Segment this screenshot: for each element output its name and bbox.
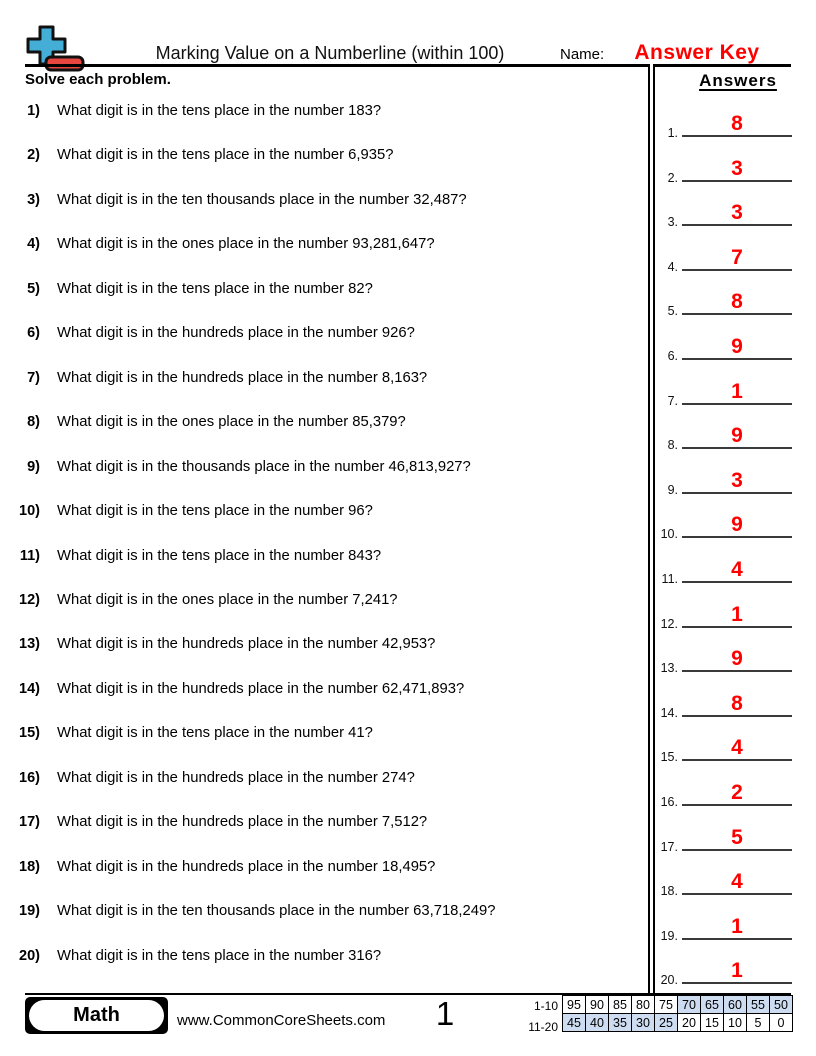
answer-row <box>648 421 794 453</box>
score-cell: 90 <box>586 996 609 1014</box>
answer-line <box>682 269 792 271</box>
answer-row <box>648 466 794 497</box>
question-row <box>0 236 648 256</box>
answer-number: 15. <box>660 750 678 765</box>
answer-value: 9 <box>731 513 743 537</box>
answer-row <box>648 867 794 899</box>
header-rule <box>25 64 791 67</box>
answer-number: 14. <box>660 705 678 720</box>
answer-row <box>648 332 794 363</box>
answers-title: Answers <box>699 71 777 90</box>
answer-line <box>682 938 792 940</box>
question-text: What digit is in the ones place in the number 85,379? <box>57 414 406 431</box>
question-text: What digit is in the tens place in the number 96? <box>57 503 373 520</box>
question-number: 11) <box>19 547 40 564</box>
score-cell: 35 <box>609 1014 632 1032</box>
question-number: 6) <box>27 325 40 342</box>
page-title: Marking Value on a Numberline (within 100) <box>155 43 505 63</box>
score-cell: 15 <box>701 1014 724 1032</box>
answer-number: 4. <box>667 259 678 274</box>
question-text: What digit is in the hundreds place in the number 274? <box>57 769 415 786</box>
score-cell: 65 <box>701 996 724 1014</box>
answer-line <box>682 224 792 226</box>
question-row <box>0 814 648 834</box>
question-number: 10) <box>19 503 40 520</box>
website-url: www.CommonCoreSheets.com <box>177 1012 386 1029</box>
answer-value: 8 <box>731 112 743 135</box>
question-number: 9) <box>27 458 40 475</box>
answer-row <box>648 912 794 943</box>
score-cell: 20 <box>678 1014 701 1032</box>
question-row <box>0 459 648 479</box>
question-text: What digit is in the tens place in the number 82? <box>57 280 373 297</box>
score-cell: 70 <box>678 996 701 1014</box>
answer-value: 7 <box>731 245 743 269</box>
answer-line <box>682 982 792 984</box>
answer-row <box>648 956 794 988</box>
question-text: What digit is in the hundreds place in the number 18,495? <box>57 858 436 875</box>
answer-number: 19. <box>660 928 678 943</box>
question-row <box>0 636 648 656</box>
question-number: 17) <box>19 814 40 831</box>
answer-number: 10. <box>660 527 678 542</box>
question-number: 20) <box>19 947 40 964</box>
question-number: 5) <box>27 280 40 297</box>
answer-line <box>682 536 792 538</box>
answer-number: 16. <box>660 795 678 809</box>
answer-number: 9. <box>667 482 678 497</box>
question-row <box>0 770 648 790</box>
answer-row <box>648 510 794 542</box>
question-row <box>0 725 648 745</box>
answer-number: 3. <box>667 215 678 230</box>
question-number: 2) <box>27 147 40 164</box>
answer-row <box>648 109 794 140</box>
answer-line <box>682 759 792 761</box>
question-text: What digit is in the ten thousands place in the number 63,718,249? <box>57 903 496 920</box>
answer-value: 8 <box>731 691 743 715</box>
score-cell: 80 <box>632 996 655 1014</box>
question-row <box>0 503 648 523</box>
score-cell: 0 <box>770 1014 793 1032</box>
answer-line <box>682 715 792 717</box>
answer-value: 4 <box>731 558 743 581</box>
page-number: 1 <box>435 995 455 1032</box>
answer-line <box>682 581 792 583</box>
answer-value: 1 <box>731 379 743 403</box>
question-row <box>0 192 648 212</box>
question-number: 16) <box>19 769 40 786</box>
score-cell: 10 <box>724 1014 747 1032</box>
answer-row <box>648 198 794 230</box>
answer-row <box>648 689 794 720</box>
question-row <box>0 548 648 568</box>
score-cell: 95 <box>563 996 586 1014</box>
answer-line <box>682 447 792 449</box>
name-label: Name: <box>560 46 605 63</box>
answer-value: 9 <box>731 424 743 448</box>
answer-number: 13. <box>660 661 678 676</box>
score-cell: 60 <box>724 996 747 1014</box>
answer-row <box>648 644 794 676</box>
question-text: What digit is in the hundreds place in the number 42,953? <box>57 636 436 653</box>
question-number: 4) <box>27 236 40 253</box>
score-cell: 50 <box>770 996 793 1014</box>
question-row <box>0 103 648 123</box>
score-cell: 85 <box>609 996 632 1014</box>
answer-line <box>682 135 792 137</box>
question-row <box>0 592 648 612</box>
answer-line <box>682 670 792 672</box>
answer-line <box>682 358 792 360</box>
answer-number: 6. <box>667 349 678 363</box>
question-row <box>0 281 648 301</box>
question-row <box>0 859 648 879</box>
question-text: What digit is in the tens place in the number 316? <box>57 947 382 964</box>
answer-number: 17. <box>660 839 678 854</box>
answer-line <box>682 403 792 405</box>
answer-number: 5. <box>667 304 678 319</box>
subject-badge <box>25 997 168 1034</box>
answer-value: 3 <box>731 468 743 492</box>
answer-line <box>682 804 792 806</box>
question-text: What digit is in the hundreds place in the number 8,163? <box>57 369 428 386</box>
answer-value: 4 <box>731 736 743 760</box>
score-cell: 5 <box>747 1014 770 1032</box>
answer-number: 1. <box>667 126 678 140</box>
subject-label: Math <box>29 1000 164 1031</box>
answer-number: 8. <box>667 438 678 453</box>
answer-number: 20. <box>660 973 678 988</box>
answer-value: 2 <box>731 781 743 804</box>
score-cell: 55 <box>747 996 770 1014</box>
question-number: 13) <box>19 636 40 653</box>
question-row <box>0 948 648 968</box>
answer-row <box>648 733 794 765</box>
answer-number: 12. <box>660 616 678 631</box>
question-number: 7) <box>27 369 40 386</box>
answer-row <box>648 778 794 809</box>
answer-line <box>682 849 792 851</box>
answer-key-label: Answer Key <box>634 41 760 64</box>
question-row <box>0 147 648 167</box>
question-text: What digit is in the hundreds place in the number 926? <box>57 325 415 342</box>
score-cell: 75 <box>655 996 678 1014</box>
question-text: What digit is in the ten thousands place in the number 32,487? <box>57 191 467 208</box>
answer-number: 18. <box>660 884 678 899</box>
question-text: What digit is in the thousands place in the number 46,813,927? <box>57 458 471 475</box>
question-number: 8) <box>27 414 40 431</box>
answer-line <box>682 626 792 628</box>
answer-value: 8 <box>731 290 743 314</box>
question-row <box>0 414 648 434</box>
score-cell: 40 <box>586 1014 609 1032</box>
score-row-1 <box>563 996 793 1014</box>
question-number: 18) <box>19 858 40 875</box>
answer-row <box>648 243 794 274</box>
score-table <box>562 995 793 1032</box>
question-text: What digit is in the tens place in the number 6,935? <box>57 147 394 164</box>
answer-line <box>682 180 792 182</box>
answer-row <box>648 377 794 408</box>
score-cell: 25 <box>655 1014 678 1032</box>
question-row <box>0 681 648 701</box>
answer-value: 9 <box>731 647 743 671</box>
score-range-label-1: 1-10 <box>533 999 558 1013</box>
answer-row <box>648 823 794 854</box>
score-cell: 45 <box>563 1014 586 1032</box>
question-text: What digit is in the ones place in the number 93,281,647? <box>57 236 435 253</box>
answer-value: 3 <box>731 201 743 225</box>
answer-row <box>648 555 794 586</box>
question-text: What digit is in the tens place in the number 41? <box>57 725 373 742</box>
question-text: What digit is in the hundreds place in the number 7,512? <box>57 814 428 831</box>
instructions-text: Solve each problem. <box>25 71 171 88</box>
answer-line <box>682 313 792 315</box>
question-text: What digit is in the tens place in the number 183? <box>57 103 382 119</box>
answer-number: 7. <box>667 393 678 408</box>
answer-value: 1 <box>731 602 743 626</box>
score-cell: 30 <box>632 1014 655 1032</box>
question-number: 19) <box>19 903 40 920</box>
score-row-2 <box>563 1014 793 1032</box>
answer-number: 2. <box>667 170 678 185</box>
question-text: What digit is in the tens place in the number 843? <box>57 547 382 564</box>
question-text: What digit is in the hundreds place in the number 62,471,893? <box>57 680 465 697</box>
answer-value: 5 <box>731 825 743 849</box>
question-number: 12) <box>19 591 40 608</box>
answer-value: 1 <box>731 914 743 938</box>
question-text: What digit is in the ones place in the number 7,241? <box>57 591 398 608</box>
answer-value: 3 <box>731 156 743 180</box>
answer-row <box>648 600 794 631</box>
question-row <box>0 370 648 390</box>
answer-line <box>682 492 792 494</box>
question-row <box>0 903 648 923</box>
answer-value: 1 <box>731 959 743 983</box>
answer-line <box>682 893 792 895</box>
answer-value: 9 <box>731 335 743 358</box>
question-number: 15) <box>19 725 40 742</box>
question-number: 3) <box>27 191 40 208</box>
question-row <box>0 325 648 345</box>
answer-value: 4 <box>731 870 743 894</box>
answer-row <box>648 154 794 185</box>
answer-row <box>648 287 794 319</box>
score-range-label-2: 11-20 <box>528 1020 558 1034</box>
question-number: 14) <box>19 680 40 697</box>
answer-number: 11. <box>661 572 678 586</box>
question-number: 1) <box>27 103 40 119</box>
